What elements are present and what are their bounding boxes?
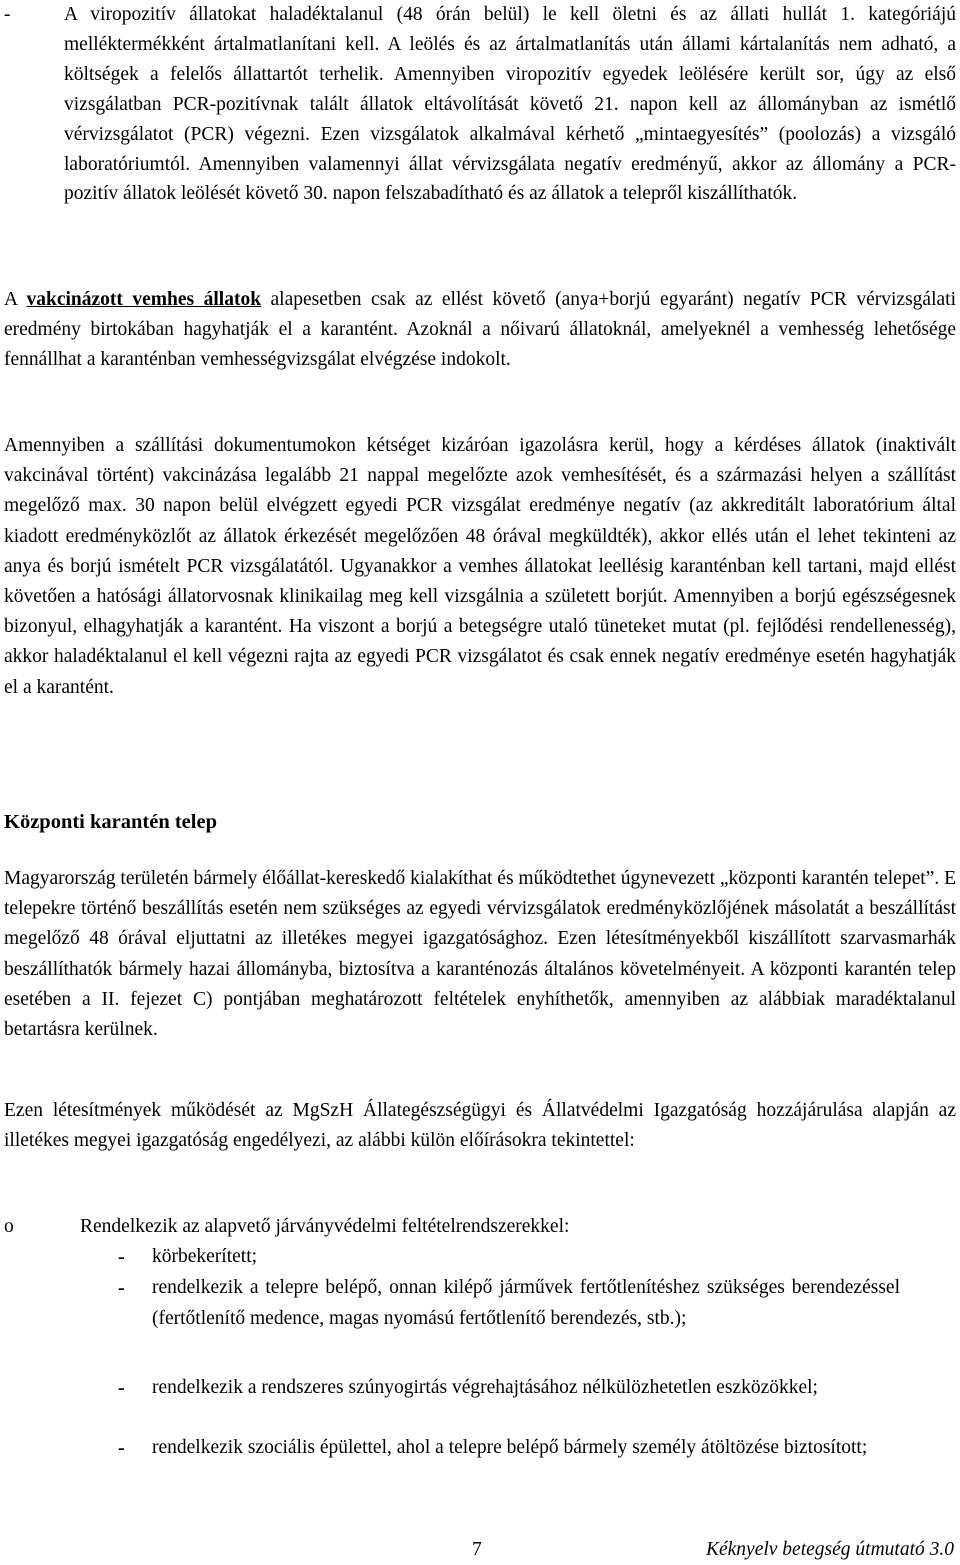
dash-marker: - [118,1377,125,1399]
sub-list-text: rendelkezik a telepre belépő, onnan kilépő járművek fertőtlenítéshez szükséges berendezéssel (fertőtlenítő medence, magas nyomású fertőtlenítő berendezés, stb.); [152,1277,900,1329]
emphasized-term: vakcinázott vemhes állatok [26,289,262,310]
paragraph-rest: alapesetben csak az ellést követő (anya+borjú egyaránt) negatív PCR vérvizsgálati eredmény birtokában hagyhatják el a karantént. Azoknál a nőivarú állatoknál, amelyeknél a vemhesség lehetősége fennállhat a karanténban vemhességvizsgálat elvégzése indokolt. [4,289,956,371]
sub-list-text: rendelkezik a rendszeres szúnyogirtás végrehajtásához nélkülözhetetlen eszközökkel; [152,1377,818,1398]
paragraph: Amennyiben a szállítási dokumentumokon kétséget kizáróan igazolásra kerül, hogy a kérdéses állatok (inaktivált vakcinával történt) vakcinázása legalább 21 nappal megelőzte azok vemhesítését, és a származási helyen a szállítást megelőző max. 30 napon belül elvégzett egyedi PCR vizsgálat eredménye negatív (az akkreditált laboratórium által kiadott eredményközlőt az állatok érkezését megelőzően 48 órával megküldték), akkor ellés után el lehet tekinteni az anya és borjú ismételt PCR vizsgálatától. Ugyanakkor a vemhes állatokat leellésig karanténban kell tartani, majd ellést követően a hatósági állatorvosnak klinikailag meg kell vizsgálnia a született borjút. Amennyiben a borjú egészségesnek bizonyul, elhagyhatják a karantént. Ha viszont a borjú a betegségre utaló tüneteket mutat (pl. fejlődési rendellenesség), akkor haladéktalanul el kell végezni rajta az egyedi PCR vizsgálatot és csak ennek negatív eredménye esetén hagyhatják el a karantént. [4,435,956,698]
list-item-text: Rendelkezik az alapvető járványvédelmi feltételrendszerekkel: [80,1216,570,1237]
paragraph [4,285,956,376]
circle-bullet-icon: o [4,1216,14,1237]
dash-marker: - [118,1437,125,1459]
sub-list-text: rendelkezik szociális épülettel, ahol a telepre belépő bármely személy átöltözése biztosított; [152,1437,868,1458]
dash-marker: - [118,1277,125,1299]
dash-marker: - [4,4,11,25]
paragraph: Magyarország területén bármely élőállat-kereskedő kialakíthat és működtethet úgynevezett „központi karantén telepet”. E telepekre történő beszállítás esetén nem szükséges az egyedi vérvizsgálatok eredményközlőjének másolatát a beszállítást megelőző 48 órával eljuttatni az illetékes megyei igazgatósághoz. Ezen létesítményekből kiszállított szarvasmarhák beszállíthatók bármely hazai állományba, biztosítva a karanténozás általános követelményeit. A központi karantén telep esetében a II. fejezet C) pontjában meghatározott feltételek enyhíthetők, amennyiben az alábbiak maradéktalanul betartásra kerülnek. [4,868,956,1041]
dash-marker: - [118,1246,125,1268]
page-number: 7 [472,1539,482,1560]
section-heading: Központi karantén telep [4,811,217,833]
paragraph: A viropozitív állatokat haladéktalanul (48 órán belül) le kell öletni és az állati hullát 1. kategóriájú melléktermékként ártalmatlanítani kell. A leölés és az ártalmatlanítás után állami kártalanítás nem adható, a költségek a felelős állattartót terhelik. Amennyiben viropozitív egyedek leölésére került sor, úgy az első vizsgálatban PCR-pozitívnak talált állatok eltávolítását követő 21. napon kell az állományban az ismétlő vérvizsgálatot (PCR) végezni. Ezen vizsgálatok alkalmával kérhető „mintaegyesítés” (poolozás) a vizsgáló laboratóriumtól. Amennyiben valamennyi állat vérvizsgálata negatív eredményű, akkor az állomány a PCR-pozitív állatok leölését követő 30. napon felszabadítható és az állatok a telepről kiszállíthatók. [64,4,956,205]
paragraph: Ezen létesítmények működését az MgSzH Állategészségügyi és Állatvédelmi Igazgatóság hozzájárulása alapján az illetékes megyei igazgatóság engedélyezi, az alábbi külön előírásokra tekintettel: [4,1100,956,1152]
sub-list-text: körbekerített; [152,1246,258,1267]
footer-title: Kéknyelv betegség útmutató 3.0 [705,1539,954,1560]
paragraph-prefix: A [4,289,27,310]
